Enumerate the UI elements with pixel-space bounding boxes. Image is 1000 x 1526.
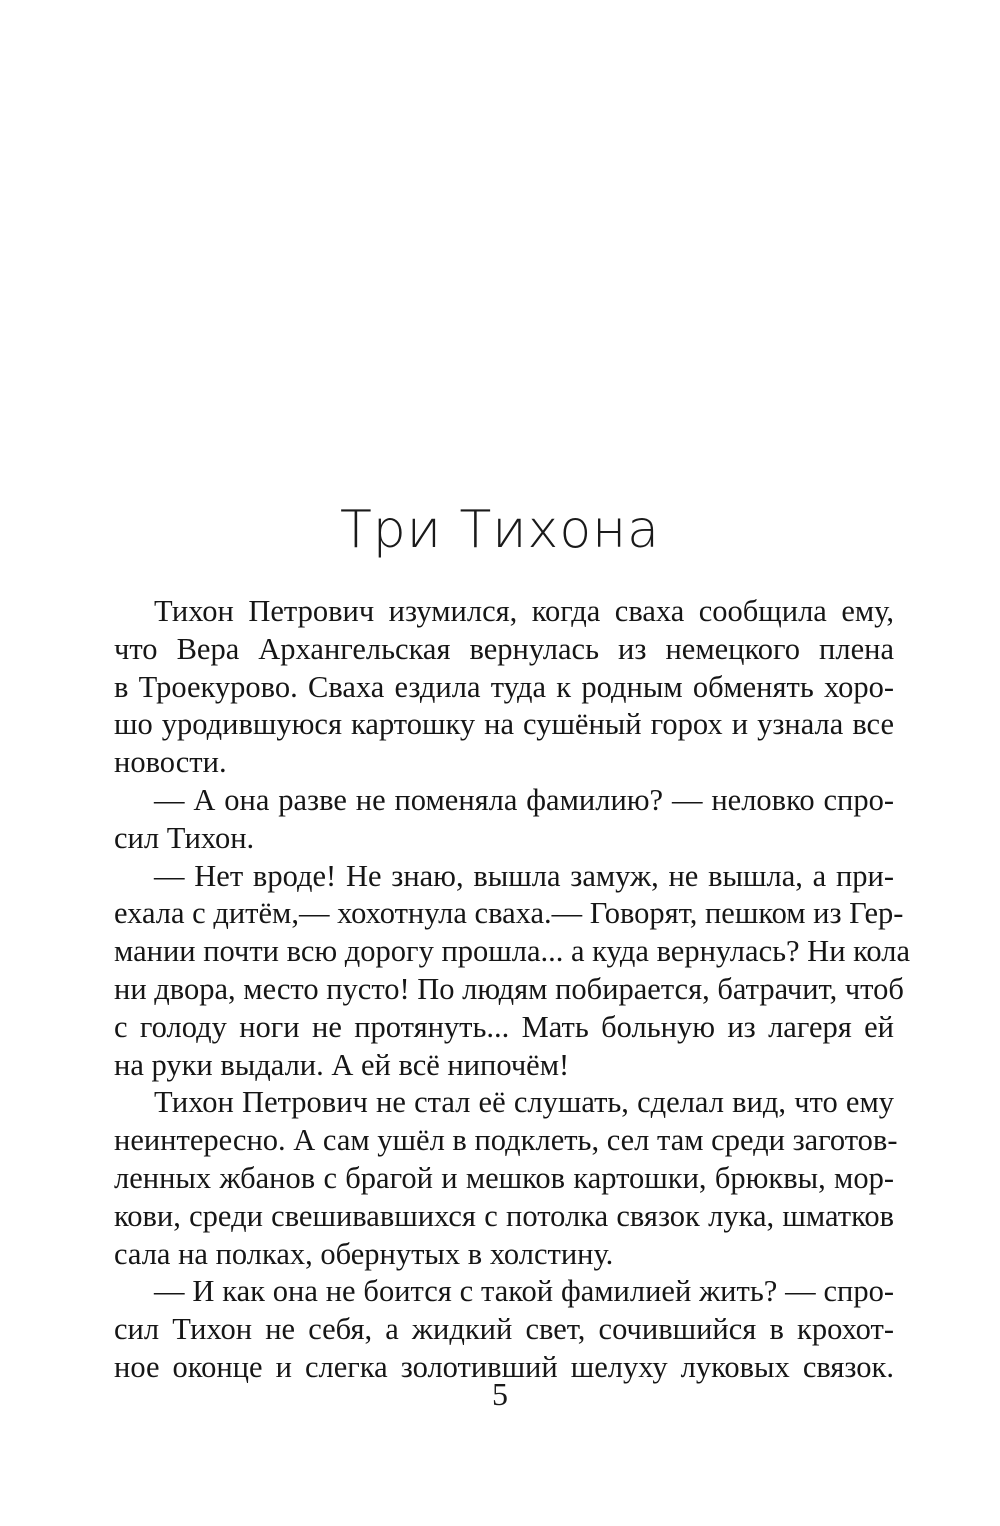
text-line: новости.: [114, 745, 227, 780]
text-line: в Троекурово. Сваха ездила туда к родным обменять хоро-: [114, 669, 894, 704]
text-line: шо уродившуюся картошку на сушёный горох и узнала все: [114, 707, 894, 742]
text-line: Тихон Петрович изумился, когда сваха сообщила ему,: [154, 594, 894, 628]
body-text: [114, 593, 911, 1387]
text-line: — И как она не боится с такой фамилией жить? — спро-: [154, 1274, 894, 1309]
text-line: сил Тихон не себя, а жидкий свет, сочившийся в крохот-: [114, 1312, 894, 1347]
text-line: ленных жбанов с брагой и мешков картошки, брюквы, мор-: [114, 1160, 894, 1195]
page-number: 5: [492, 1376, 508, 1412]
text-line: на руки выдали. А ей всё нипочём!: [114, 1047, 570, 1082]
text-line: — Нет вроде! Не знаю, вышла замуж, не вышла, а при-: [154, 858, 894, 893]
text-line: мании почти всю дорогу прошла... а куда вернулась? Ни кола: [114, 934, 911, 969]
text-line: Тихон Петрович не стал её слушать, сделал вид, что ему: [154, 1085, 894, 1120]
text-line: сил Тихон.: [114, 820, 255, 855]
text-line: ни двора, место пусто! По людям побирается, батрачит, чтоб: [114, 971, 904, 1006]
text-line: сала на полках, обернутых в холстину.: [114, 1236, 614, 1271]
text-line: ехала с дитём,— хохотнула сваха.— Говорят, пешком из Гер-: [114, 896, 904, 931]
text-line: ное оконце и слегка золотивший шелуху луковых связок.: [114, 1349, 894, 1384]
text-line: что Вера Архангельская вернулась из немецкого плена: [114, 631, 894, 666]
text-line: неинтересно. А сам ушёл в подклеть, сел там среди заготов-: [114, 1123, 898, 1158]
text-line: с голоду ноги не протянуть... Мать больную из лагеря ей: [114, 1009, 894, 1044]
text-line: кови, среди свешивавшихся с потолка связок лука, шматков: [114, 1198, 894, 1233]
chapter-title: Три Тихона: [339, 500, 661, 560]
text-line: — А она разве не поменяла фамилию? — неловко спро-: [154, 782, 894, 817]
